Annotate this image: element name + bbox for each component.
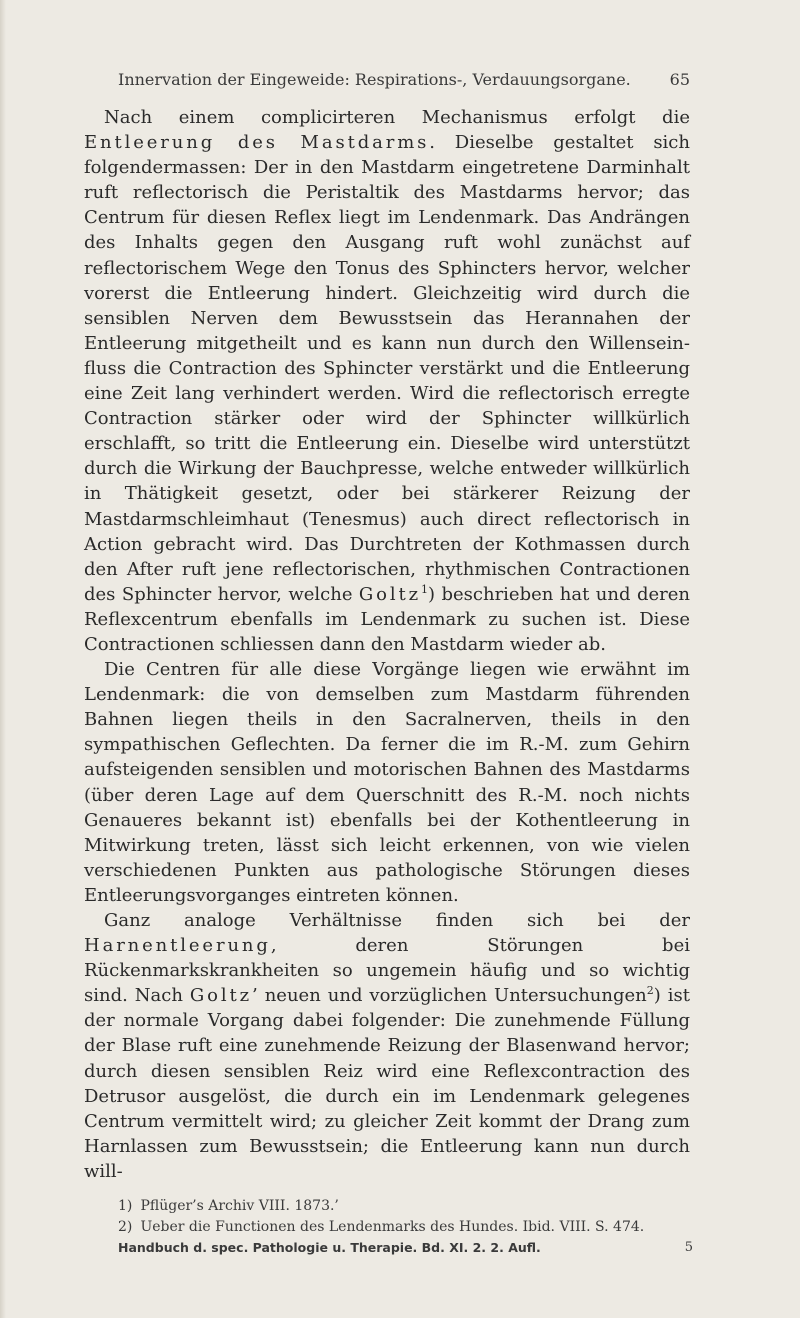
body-text	[84, 105, 690, 1184]
paragraph-1	[84, 105, 690, 657]
text-segment: , deren Störungen bei Rückenmarkskrankheiten so ungemein häufig und so wichtig sind. Nach	[84, 935, 690, 1007]
author-name: Goltz	[189, 985, 253, 1007]
printer-imprint	[118, 1240, 693, 1256]
footnote-1	[118, 1196, 698, 1217]
footnote-number: 2)	[118, 1219, 133, 1235]
footnote-ref: 1	[421, 582, 429, 596]
text-segment: Ganz analoge Verhältnisse finden sich bei der	[104, 910, 690, 931]
page-edge-shadow	[0, 0, 6, 1318]
text-segment: Nach einem complicirteren Mechanismus erfolgt die	[104, 107, 690, 128]
author-name: Goltz	[358, 583, 422, 605]
imprint-text: Handbuch d. spec. Pathologie u. Therapie. Bd. XI. 2. 2. Aufl.	[118, 1240, 541, 1255]
text-segment: ) beschrieben hat und deren Reflexcentrum ebenfalls im Lendenmark zu suchen ist. Diese Contractionen schliessen dann den Mastdarm wieder ab.	[84, 583, 690, 655]
footnote-text: Ueber die Functionen des Lendenmarks des Hundes. Ibid. VIII. S. 474.	[140, 1219, 645, 1235]
text-segment: . Dieselbe gestaltet sich folgendermassen: Der in den Mastdarm eingetretene Darminhalt ruft reflectorisch die Peristaltik des Mastdarms hervor; das Centrum für diesen Reflex liegt im Lendenmark. Das Andrängen des Inhalts gegen den Ausgang ruft wohl zunächst auf reflectorischem Wege den Tonus des Sphincters hervor, welcher vorerst die Entleerung hindert. Gleichzeitig wird durch die sensiblen Nerven dem Bewusstsein das Herannahen der Entleerung mitgetheilt und es kann nun durch den Willenseinfluss die Contraction des Sphincter verstärkt und die Entleerung eine Zeit lang verhindert werden. Wird die reflectorisch erregte Contraction stärker oder wird der Sphincter willkürlich erschlafft, so tritt die Entleerung ein. Dieselbe wird unterstützt durch die Wirkung der Bauchpresse, welche entweder willkürlich in Thätigkeit gesetzt, oder bei stärkerer Reizung der Mastdarmschleimhaut (Tenesmus) auch direct reflectorisch in Action gebracht wird. Das Durchtreten der Kothmassen durch den After ruft jene reflectorischen, rhythmischen Contractionen des Sphincter hervor, welche	[84, 132, 690, 605]
text-segment: ’ neuen und vorzüglichen Untersuchungen	[252, 985, 647, 1007]
footnote-text: Pflüger’s Archiv VIII. 1873.’	[140, 1198, 339, 1214]
footnote-2	[118, 1217, 698, 1238]
footnotes	[118, 1196, 698, 1238]
emphasis-term: Harnentleerung	[84, 935, 271, 957]
emphasis-term: Entleerung des Mastdarms	[84, 132, 430, 154]
signature-mark: 5	[684, 1240, 693, 1255]
text-segment: ) ist der normale Vorgang dabei folgender: Die zunehmende Füllung der Blase ruft eine zunehmende Reizung der Blasenwand hervor; durch diesen sensiblen Reiz wird eine Reflexcontraction des Detrusor ausgelöst, die durch ein im Lendenmark gelegenes Centrum vermittelt wird; zu gleicher Zeit kommt der Drang zum Harnlassen zum Bewusstsein; die Entleerung kann nun durch will-	[84, 985, 690, 1182]
footnote-number: 1)	[118, 1198, 133, 1214]
page-number: 65	[669, 70, 690, 89]
paragraph-2: Die Centren für alle diese Vorgänge liegen wie erwähnt im Lendenmark: die von demselben zum Mastdarm führenden Bahnen liegen theils in den Sacralnerven, theils in den sympathischen Geflechten. Da ferner die im R.-M. zum Gehirn aufsteigenden sensiblen und motorischen Bahnen des Mastdarms (über deren Lage auf dem Querschnitt des R.-M. noch nichts Genaueres bekannt ist) ebenfalls bei der Kothentleerung in Mitwirkung treten, lässt sich leicht erkennen, von wie vielen verschiedenen Punkten aus pathologische Störungen dieses Entleerungsvorganges eintreten können.	[84, 659, 690, 906]
footnote-ref: 2	[646, 984, 654, 998]
running-title: Innervation der Eingeweide: Respirations-, Verdauungsorgane.	[118, 70, 631, 89]
paragraph-3	[84, 908, 690, 1184]
